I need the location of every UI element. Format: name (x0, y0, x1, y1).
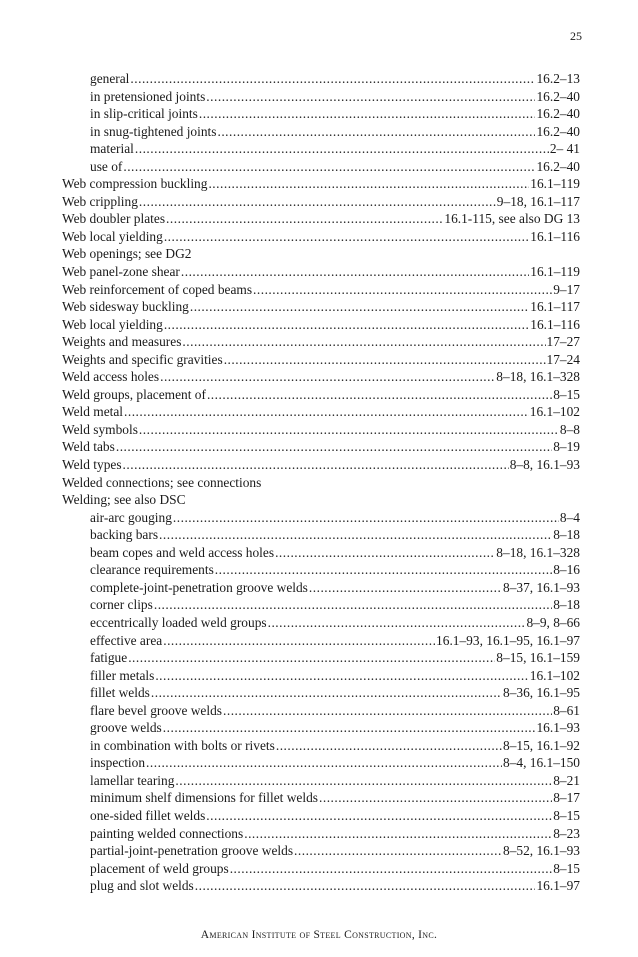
index-term: fillet welds (90, 685, 150, 701)
page-reference: 8–19 (553, 439, 580, 455)
page-reference: 8–37, 16.1–93 (503, 579, 580, 595)
index-entry (62, 368, 580, 386)
dot-leader (155, 667, 528, 685)
page-reference: 8–8, 16.1–93 (509, 457, 580, 473)
dot-leader (123, 158, 535, 176)
index-term: Web local yielding (62, 316, 163, 332)
page-reference: 8–15, 16.1–92 (503, 737, 580, 753)
index-term: Web crippling (62, 193, 138, 209)
dot-leader (190, 298, 529, 316)
page-reference: 16.1–93, 16.1–95, 16.1–97 (436, 632, 580, 648)
dot-leader (154, 596, 552, 614)
index-subentry (62, 88, 580, 106)
dot-leader (217, 123, 535, 141)
page-reference: 16.1–97 (536, 878, 580, 894)
page-reference: 8–18, 16.1–328 (496, 369, 580, 385)
index-term: effective area (90, 632, 163, 648)
index-term: Welding; see also DSC (62, 492, 186, 508)
index-entry (62, 210, 580, 228)
index-subentry (62, 579, 580, 597)
index-term: placement of weld groups (90, 860, 229, 876)
index-subentry (62, 754, 580, 772)
index-entry (62, 474, 580, 492)
index-subentry (62, 544, 580, 562)
index-term: Web reinforcement of coped beams (62, 281, 253, 297)
page-reference: 8–36, 16.1–95 (503, 685, 580, 701)
index-entry (62, 245, 580, 263)
page-reference: 16.2–40 (536, 106, 580, 122)
index-term: partial-joint-penetration groove welds (90, 843, 294, 859)
dot-leader (163, 632, 435, 650)
dot-leader (139, 193, 496, 211)
index-term: in pretensioned joints (90, 88, 206, 104)
index-entry (62, 263, 580, 281)
index-subentry (62, 596, 580, 614)
page-reference: 8–8 (559, 421, 580, 437)
index-entry (62, 491, 580, 509)
dot-leader (166, 210, 443, 228)
index-term: Weld metal (62, 404, 124, 420)
page-reference: 16.1–102 (529, 404, 580, 420)
index-entry (62, 298, 580, 316)
dot-leader (164, 316, 529, 334)
index-subentry (62, 526, 580, 544)
index-term: flare bevel groove welds (90, 702, 222, 718)
dot-leader (276, 737, 502, 755)
index-list (62, 70, 580, 895)
index-term: fatigue (90, 650, 128, 666)
page-reference: 16.1-115, see also DG 13 (444, 211, 580, 227)
index-term: Web compression buckling (62, 176, 208, 192)
index-subentry (62, 789, 580, 807)
index-subentry (62, 719, 580, 737)
page-reference: 8–15 (553, 860, 580, 876)
index-term: material (90, 141, 134, 157)
index-term: filler metals (90, 667, 155, 683)
index-subentry (62, 702, 580, 720)
page-reference: 2– 41 (549, 141, 580, 157)
index-term: Web local yielding (62, 228, 163, 244)
dot-leader (146, 754, 502, 772)
index-subentry (62, 877, 580, 895)
index-term: corner clips (90, 597, 153, 613)
index-entry (62, 421, 580, 439)
index-entry (62, 386, 580, 404)
dot-leader (208, 175, 529, 193)
dot-leader (206, 807, 552, 825)
page-reference: 8–16 (553, 562, 580, 578)
page-reference: 9–18, 16.1–117 (496, 193, 580, 209)
dot-leader (182, 333, 545, 351)
index-subentry (62, 70, 580, 88)
page-reference: 8–9, 8–66 (526, 614, 580, 630)
index-term: Welded connections; see connections (62, 474, 262, 490)
index-term: beam copes and weld access holes (90, 544, 275, 560)
index-term: lamellar tearing (90, 772, 175, 788)
page-reference: 8–15, 16.1–159 (496, 650, 580, 666)
dot-leader (151, 684, 502, 702)
index-entry (62, 438, 580, 456)
dot-leader (116, 438, 552, 456)
dot-leader (164, 228, 529, 246)
index-entry (62, 316, 580, 334)
index-subentry (62, 632, 580, 650)
index-term: general (90, 71, 130, 86)
page-reference: 8–4, 16.1–150 (503, 755, 580, 771)
page-reference: 8–52, 16.1–93 (503, 843, 580, 859)
index-subentry (62, 614, 580, 632)
page-footer: American Institute of Steel Construction, Inc. (200, 929, 438, 941)
dot-leader (195, 877, 536, 895)
page-reference: 8–18 (553, 527, 580, 543)
dot-leader (275, 544, 495, 562)
index-term: Weld access holes (62, 369, 160, 385)
page-reference: 16.1–119 (530, 176, 580, 192)
page-reference: 16.1–117 (530, 299, 580, 315)
index-subentry (62, 842, 580, 860)
dot-leader (181, 263, 529, 281)
page-reference: 16.2–40 (536, 123, 580, 139)
index-subentry (62, 649, 580, 667)
dot-leader (163, 719, 536, 737)
index-subentry (62, 737, 580, 755)
index-term: air-arc gouging (90, 509, 172, 525)
index-term: clearance requirements (90, 562, 214, 578)
index-term: inspection (90, 755, 146, 771)
index-entry (62, 228, 580, 246)
dot-leader (173, 509, 559, 527)
dot-leader (230, 860, 553, 878)
index-subentry (62, 105, 580, 123)
index-term: Weights and measures (62, 334, 182, 350)
page-reference: 8–21 (553, 772, 580, 788)
page-reference: 8–61 (553, 702, 580, 718)
page-reference: 17–27 (546, 334, 580, 350)
page-reference: 16.2–40 (536, 88, 580, 104)
index-term: Web openings; see DG2 (62, 246, 192, 262)
index-entry (62, 333, 580, 351)
index-subentry (62, 772, 580, 790)
page-reference: 8–18 (553, 597, 580, 613)
page-number: 25 (570, 29, 582, 43)
index-term: Weld types (62, 457, 122, 473)
index-subentry (62, 667, 580, 685)
page-reference: 16.2–40 (536, 158, 580, 174)
index-entry (62, 193, 580, 211)
index-entry (62, 456, 580, 474)
dot-leader (294, 842, 502, 860)
index-term: Web panel-zone shear (62, 264, 180, 280)
page-reference: 16.1–93 (536, 720, 580, 736)
index-subentry (62, 123, 580, 141)
index-term: Weights and specific gravities (62, 351, 223, 367)
index-entry (62, 175, 580, 193)
index-term: Web sidesway buckling (62, 299, 189, 315)
index-subentry (62, 140, 580, 158)
dot-leader (207, 386, 552, 404)
dot-leader (128, 649, 495, 667)
index-term: backing bars (90, 527, 159, 543)
index-subentry (62, 860, 580, 878)
index-subentry (62, 807, 580, 825)
dot-leader (123, 456, 509, 474)
page-reference: 8–15 (553, 386, 580, 402)
index-term: Web doubler plates (62, 211, 166, 227)
index-term: minimum shelf dimensions for fillet welds (90, 790, 318, 806)
index-term: in snug-tightened joints (90, 123, 217, 139)
dot-leader (253, 281, 552, 299)
index-term: complete-joint-penetration groove welds (90, 579, 308, 595)
page-reference: 16.1–116 (530, 316, 580, 332)
page-reference: 17–24 (546, 351, 580, 367)
index-entry (62, 351, 580, 369)
index-entry (62, 403, 580, 421)
dot-leader (268, 614, 526, 632)
page-reference: 8–4 (559, 509, 580, 525)
dot-leader (135, 140, 549, 158)
index-term: Weld groups, placement of (62, 386, 206, 402)
index-term: Weld symbols (62, 421, 138, 437)
index-term: groove welds (90, 720, 162, 736)
index-entry (62, 281, 580, 299)
dot-leader (319, 789, 552, 807)
dot-leader (160, 368, 495, 386)
dot-leader (224, 351, 546, 369)
dot-leader (130, 70, 535, 88)
dot-leader (139, 421, 559, 439)
dot-leader (199, 105, 536, 123)
dot-leader (215, 561, 552, 579)
index-subentry (62, 158, 580, 176)
dot-leader (206, 88, 535, 106)
page-reference: 8–18, 16.1–328 (496, 544, 580, 560)
index-term: in slip-critical joints (90, 106, 198, 122)
index-term: painting welded connections (90, 825, 244, 841)
page-reference: 16.1–102 (529, 667, 580, 683)
index-term: eccentrically loaded weld groups (90, 614, 267, 630)
dot-leader (175, 772, 552, 790)
index-term: use of (90, 158, 123, 174)
page-reference: 8–15 (553, 807, 580, 823)
dot-leader (159, 526, 552, 544)
index-subentry (62, 509, 580, 527)
index-term: in combination with bolts or rivets (90, 737, 275, 753)
page-reference: 8–17 (553, 790, 580, 806)
index-subentry (62, 684, 580, 702)
page-reference: 16.1–119 (530, 264, 580, 280)
page-reference: 8–23 (553, 825, 580, 841)
dot-leader (309, 579, 502, 597)
index-term: one-sided fillet welds (90, 807, 206, 823)
dot-leader (223, 702, 552, 720)
page-reference: 16.1–116 (530, 228, 580, 244)
dot-leader (244, 825, 552, 843)
index-term: Weld tabs (62, 439, 115, 455)
dot-leader (124, 403, 529, 421)
page-reference: 9–17 (553, 281, 580, 297)
index-subentry (62, 825, 580, 843)
index-term: plug and slot welds (90, 878, 194, 894)
page-reference: 16.2–13 (536, 71, 580, 86)
index-subentry (62, 561, 580, 579)
